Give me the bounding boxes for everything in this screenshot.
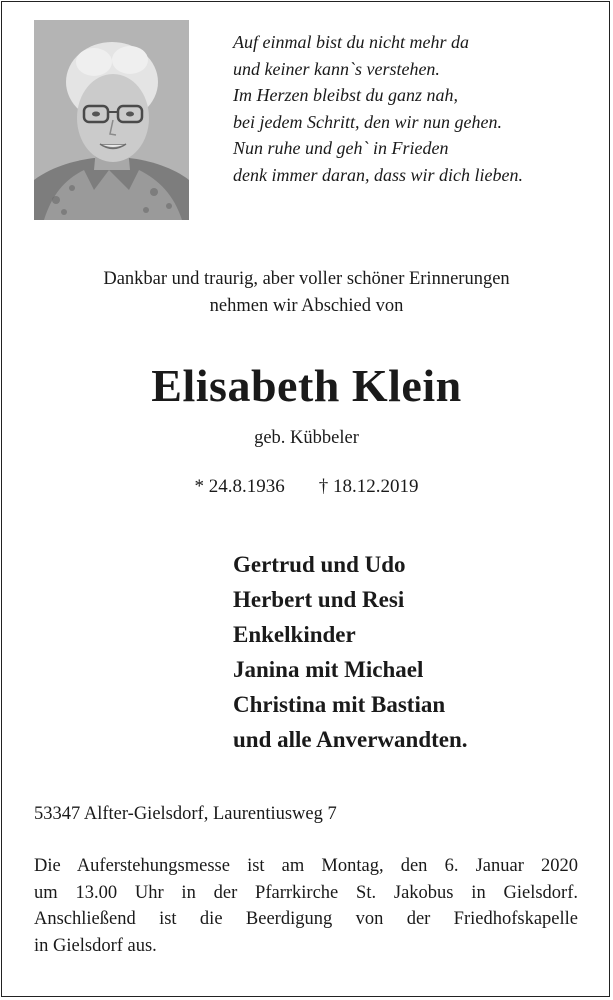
mourner-name: Herbert und Resi: [233, 587, 405, 612]
intro-text: [0, 266, 613, 320]
portrait-photo: [34, 20, 189, 220]
notice-line: Die Auferstehungsmesse ist am Montag, den 6. Januar 2020: [34, 856, 578, 876]
notice-line: Anschließend ist die Beerdigung von der Friedhofskapelle: [34, 909, 578, 929]
poem-line: Nun ruhe und geh` in Frieden: [233, 138, 449, 158]
notice-line: um 13.00 Uhr in der Pfarrkirche St. Jakobus in Gielsdorf.: [34, 882, 578, 903]
intro-line: Dankbar und traurig, aber voller schöner Erinnerungen: [103, 269, 510, 289]
deceased-name: Elisabeth Klein: [151, 360, 462, 411]
intro-line: nehmen wir Abschied von: [209, 296, 404, 316]
poem-line: denk immer daran, dass wir dich lieben.: [233, 164, 523, 185]
mourner-name: Gertrud und Udo: [233, 552, 406, 577]
poem-line: bei jedem Schritt, den wir nun gehen.: [233, 111, 502, 132]
birth-name: geb. Kübbeler: [254, 428, 359, 448]
mourner-name: und alle Anverwandten.: [233, 727, 468, 752]
mourner-name: Enkelkinder: [233, 622, 356, 647]
mourner-name: Christina mit Bastian: [233, 692, 446, 717]
life-dates: [0, 474, 613, 500]
portrait-image: [34, 20, 189, 220]
poem-line: Im Herzen bleibst du ganz nah,: [233, 85, 458, 105]
notice-line: in Gielsdorf aus.: [34, 935, 157, 956]
poem-line: und keiner kann`s verstehen.: [233, 58, 440, 79]
mourning-address: 53347 Alfter-Gielsdorf, Laurentiusweg 7: [34, 804, 337, 824]
mourners-list: [233, 547, 593, 757]
poem: [233, 29, 593, 188]
death-date: † 18.12.2019: [318, 476, 419, 497]
mourner-name: Janina mit Michael: [233, 657, 424, 682]
poem-line: Auf einmal bist du nicht mehr da: [233, 32, 469, 52]
birth-date: * 24.8.1936: [194, 476, 285, 497]
funeral-notice: [34, 853, 578, 959]
